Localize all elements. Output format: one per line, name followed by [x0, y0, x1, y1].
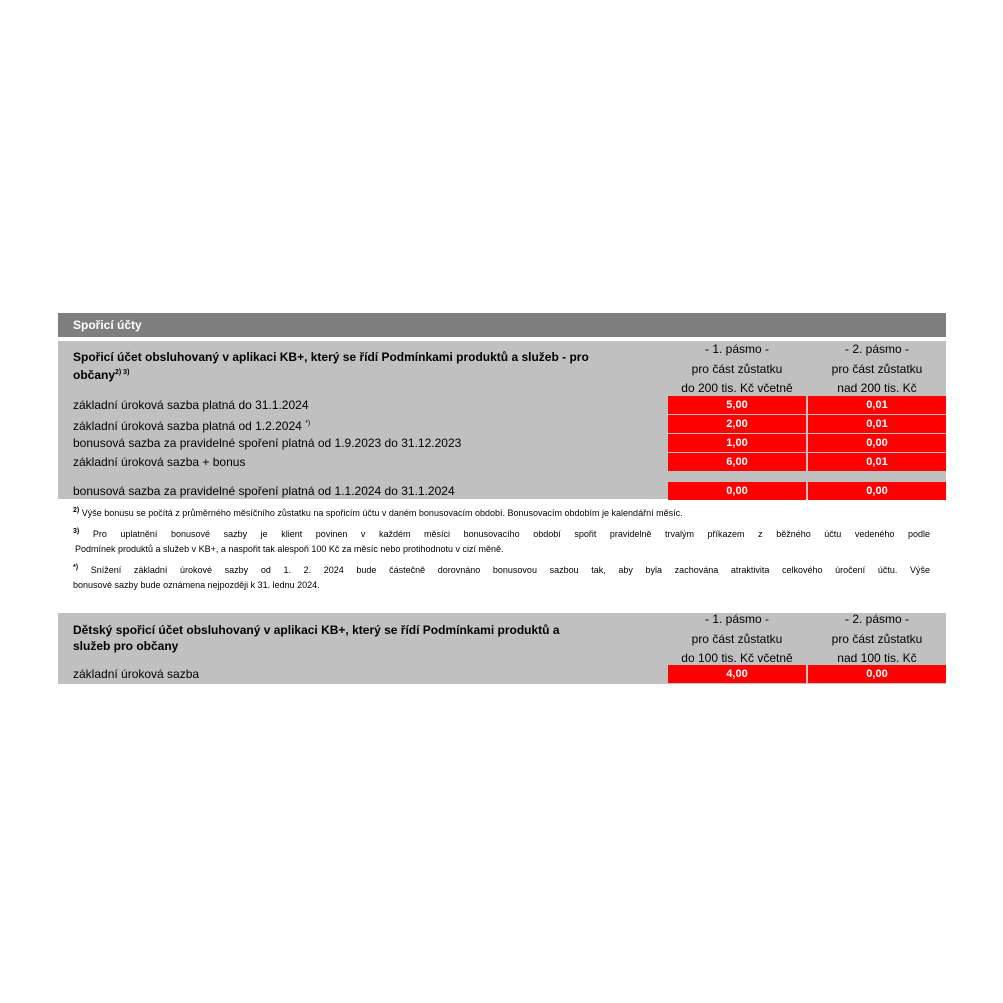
footnote-asterisk: *) Snížení základní úrokové sazby od 1. 2. 2024 bude částečně dorovnáno bonusovou sazbou tak, aby byla zachována atraktivita celkového úročení účtu. Výše bonusové sazby bude oznámena nejpozději k 31. lednu 2024.	[73, 564, 930, 590]
band-1-rate: 5,00	[668, 396, 806, 414]
rate-label: základní úroková sazba platná od 1.2.2024 *)	[73, 419, 311, 433]
band-2-rate: 0,00	[808, 482, 946, 500]
rate-label: základní úroková sazba	[73, 667, 200, 681]
band-2-header: - 2. pásmo - pro část zůstatku nad 200 tis. Kč	[831, 342, 923, 395]
band-2-header: - 2. pásmo - pro část zůstatku nad 100 tis. Kč	[831, 612, 923, 665]
band-1-rate: 6,00	[668, 453, 806, 471]
band-1-header: - 1. pásmo - pro část zůstatku do 100 tis. Kč včetně	[681, 612, 793, 665]
footnote-mark: *)	[305, 420, 311, 427]
band-2-rate: 0,01	[808, 453, 946, 471]
table-title: Spořicí účet obsluhovaný v aplikaci KB+, který se řídí Podmínkami produktů a služeb - pro občany$^{2) 3)}$	[73, 350, 589, 382]
child-savings-account-table	[58, 613, 946, 684]
rate-label: bonusová sazba za pravidelné spoření platná od 1.9.2023 do 31.12.2023	[73, 436, 462, 450]
footnote-3: $^{3)}$ Pro uplatnění bonusové sazby je klient povinen v každém měsíci bonusovacího období spořit pravidelně trvalým příkazem z běžného účtu vedeného podle Podmínek produktů a služeb v KB+, a naspořit tak alespoň 100 Kč za měsíc nebo protihodnotu v cizí měně.	[73, 528, 930, 554]
savings-account-table	[58, 341, 946, 499]
band-2-rate: 0,01	[808, 396, 946, 414]
title-footnote-marks: 2) 3)	[115, 369, 130, 376]
footnote-mark: *)	[73, 564, 79, 571]
section-title-bar	[58, 313, 946, 337]
band-2-rate: 0,01	[808, 415, 946, 433]
band-1-rate: 2,00	[668, 415, 806, 433]
footnote-mark: 3)	[73, 528, 80, 535]
band-2-rate: 0,00	[808, 434, 946, 452]
footnotes	[73, 503, 930, 596]
rate-label: základní úroková sazba platná do 31.1.2024	[73, 398, 309, 412]
band-1-rate: 4,00	[668, 665, 806, 683]
footnote-mark: 2)	[73, 507, 80, 514]
band-1-header: - 1. pásmo - pro část zůstatku do 200 tis. Kč včetně	[681, 342, 793, 395]
table-title: Dětský spořicí účet obsluhovaný v aplikaci KB+, který se řídí Podmínkami produktů a služeb pro občany	[73, 623, 560, 653]
rate-label: základní úroková sazba + bonus	[73, 455, 246, 469]
section-title: Spořicí účty	[73, 318, 142, 332]
band-1-rate: 1,00	[668, 434, 806, 452]
band-2-rate: 0,00	[808, 665, 946, 683]
band-1-rate: 0,00	[668, 482, 806, 500]
footnote-2: $^{2)}$ Výše bonusu se počítá z průměrného měsíčního zůstatku na spořicím účtu v daném bonusovacím období. Bonusovacím obdobím je kalendářní měsíc.	[73, 507, 683, 518]
rate-label: bonusová sazba za pravidelné spoření platná od 1.1.2024 do 31.1.2024	[73, 484, 455, 498]
